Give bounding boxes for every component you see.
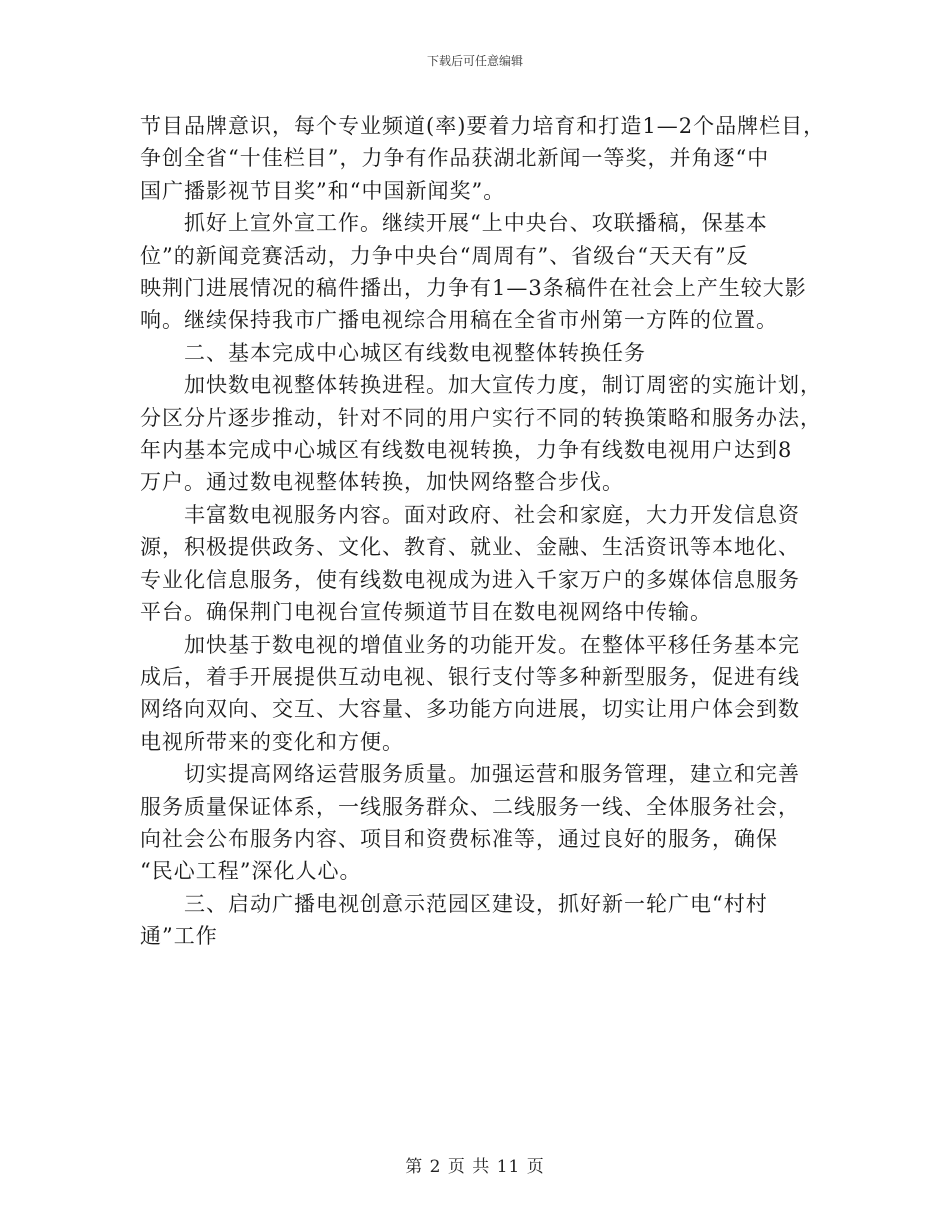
text-line: 源，积极提供政务、文化、教育、就业、金融、生活资讯等本地化、 <box>140 535 800 560</box>
page-number: 第 2 页 共 11 页 <box>405 1157 545 1177</box>
text-line: 节目品牌意识，每个专业频道(率)要着力培育和打造1—2个品牌栏目， <box>140 114 826 138</box>
text-line: 加快基于数电视的增值业务的功能开发。在整体平移任务基本完 <box>184 632 800 657</box>
text-line: 二、基本完成中心城区有线数电视整体转换任务 <box>184 340 646 365</box>
text-line: 万户。通过数电视整体转换，加快网络整合步伐。 <box>140 470 624 495</box>
text-line: 平台。确保荆门电视台宣传频道节目在数电视网络中传输。 <box>140 600 712 625</box>
text-line: 争创全省“十佳栏目”，力争有作品获湖北新闻一等奖，并角逐“中 <box>140 146 770 171</box>
text-line: 专业化信息服务，使有线数电视成为进入千家万户的多媒体信息服务 <box>140 567 800 592</box>
text-line: 网络向双向、交互、大容量、多功能方向进展，切实让用户体会到数 <box>140 697 800 722</box>
text-line: 分区分片逐步推动，针对不同的用户实行不同的转换策略和服务办法， <box>140 405 822 430</box>
text-line: 映荆门进展情况的稿件播出，力争有1—3条稿件在社会上产生较大影 <box>140 276 807 301</box>
text-line: “民心工程”深化人心。 <box>140 859 362 884</box>
text-line: 电视所带来的变化和方便。 <box>140 729 404 754</box>
text-line: 抓好上宣外宣工作。继续开展“上中央台、攻联播稿，保基本 <box>184 211 768 236</box>
text-line: 切实提高网络运营服务质量。加强运营和服务管理，建立和完善 <box>184 762 800 787</box>
text-line: 成后，着手开展提供互动电视、银行支付等多种新型服务，促进有线 <box>140 664 800 689</box>
text-line: 三、启动广播电视创意示范园区建设，抓好新一轮广电“村村 <box>184 891 768 916</box>
text-line: 响。继续保持我市广播电视综合用稿在全省市州第一方阵的位置。 <box>140 308 778 333</box>
text-line: 国广播影视节目奖”和“中国新闻奖”。 <box>140 178 506 203</box>
text-line: 通”工作 <box>140 924 218 949</box>
text-line: 加快数电视整体转换进程。加大宣传力度，制订周密的实施计划， <box>184 373 822 398</box>
text-line: 服务质量保证体系，一线服务群众、二线服务一线、全体服务社会， <box>140 794 800 819</box>
text-line: 向社会公布服务内容、项目和资费标准等，通过良好的服务，确保 <box>140 826 778 851</box>
page-header: 下载后可任意编辑 <box>426 54 523 68</box>
text-line: 年内基本完成中心城区有线数电视转换，力争有线数电视用户达到8 <box>140 438 793 463</box>
document-body <box>140 110 826 953</box>
text-line: 位”的新闻竞赛活动，力争中央台“周周有”、省级台“天天有”反 <box>140 243 749 268</box>
text-line: 丰富数电视服务内容。面对政府、社会和家庭，大力开发信息资 <box>184 502 800 527</box>
